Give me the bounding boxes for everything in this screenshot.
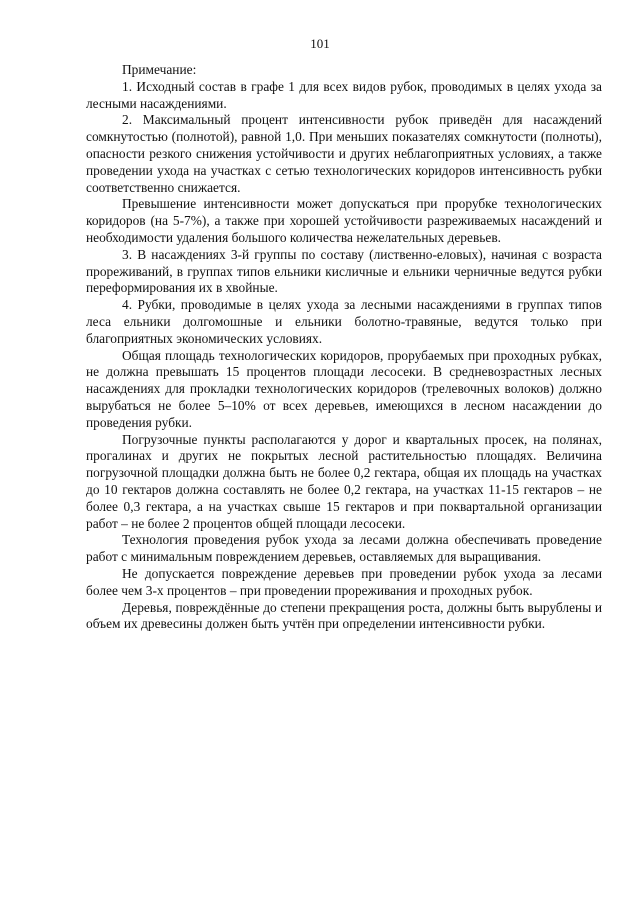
paragraph-technology: Технология проведения рубок ухода за лесами должна обеспечивать проведение работ с минимальным повреждением деревьев, оставляемых для выращивания. <box>86 532 602 565</box>
paragraph-loading-points: Погрузочные пункты располагаются у дорог и квартальных просек, на полянах, прогалинах и других не покрытых лесной растительностью площадях. Величина погрузочной площадки должна быть не более 0,2 гектара, общая их площадь на участках до 10 гектаров должна составлять не более 0,2 гектара, на участках 11-15 гектаров – не более 0,3 гектара, а на участках свыше 15 гектаров и при поквартальной организации работ – не более 2 процентов общей площади лесосеки. <box>86 431 602 531</box>
paragraph-note-1: 1. Исходный состав в графе 1 для всех видов рубок, проводимых в целях ухода за лесными насаждениями. <box>86 78 602 111</box>
paragraph-damage-limit: Не допускается повреждение деревьев при проведении рубок ухода за лесами более чем 3-х процентов – при проведении прореживания и проходных рубок. <box>86 565 602 598</box>
document-body <box>86 62 602 633</box>
paragraph-intensity-excess: Превышение интенсивности может допускаться при прорубке технологических коридоров (на 5-7%), а также при хорошей устойчивости разреживаемых насаждений и необходимости удаления большого количества нежелательных деревьев. <box>86 196 602 245</box>
paragraph-note-3: 3. В насаждениях 3-й группы по составу (лиственно-еловых), начиная с возраста прореживаний, в группах типов ельники кисличные и ельники черничные ведутся рубки переформирования их в хвойные. <box>86 246 602 296</box>
note-heading: Примечание: <box>122 62 197 77</box>
paragraph-note-2: 2. Максимальный процент интенсивности рубок приведён для насаждений сомкнутостью (полнотой), равной 1,0. При меньших показателях сомкнутости (полноты), опасности резкого снижения устойчивости и других неблагоприятных условиях, а также проведении ухода на участках с сетью технологических коридоров интенсивность рубки соответственно снижается. <box>86 112 602 195</box>
paragraph-note-4: 4. Рубки, проводимые в целях ухода за лесными насаждениями в группах типов леса ельники долгомошные и ельники болотно-травяные, ведутся только при благоприятных экономических условиях. <box>86 297 602 346</box>
paragraph-technological-corridors: Общая площадь технологических коридоров, прорубаемых при проходных рубках, не должна превышать 15 процентов площади лесосеки. В средневозрастных лесных насаждениях для прокладки технологических коридоров (трелевочных волоков) должно вырубаться не более 5–10% от всех деревьев, имеющихся в лесном насаждении до проведения рубки. <box>86 347 602 430</box>
paragraph-damaged-trees: Деревья, повреждённые до степени прекращения роста, должны быть вырублены и объем их древесины должен быть учтён при определении интенсивности рубки. <box>86 599 602 632</box>
page-number: 101 <box>310 36 330 51</box>
